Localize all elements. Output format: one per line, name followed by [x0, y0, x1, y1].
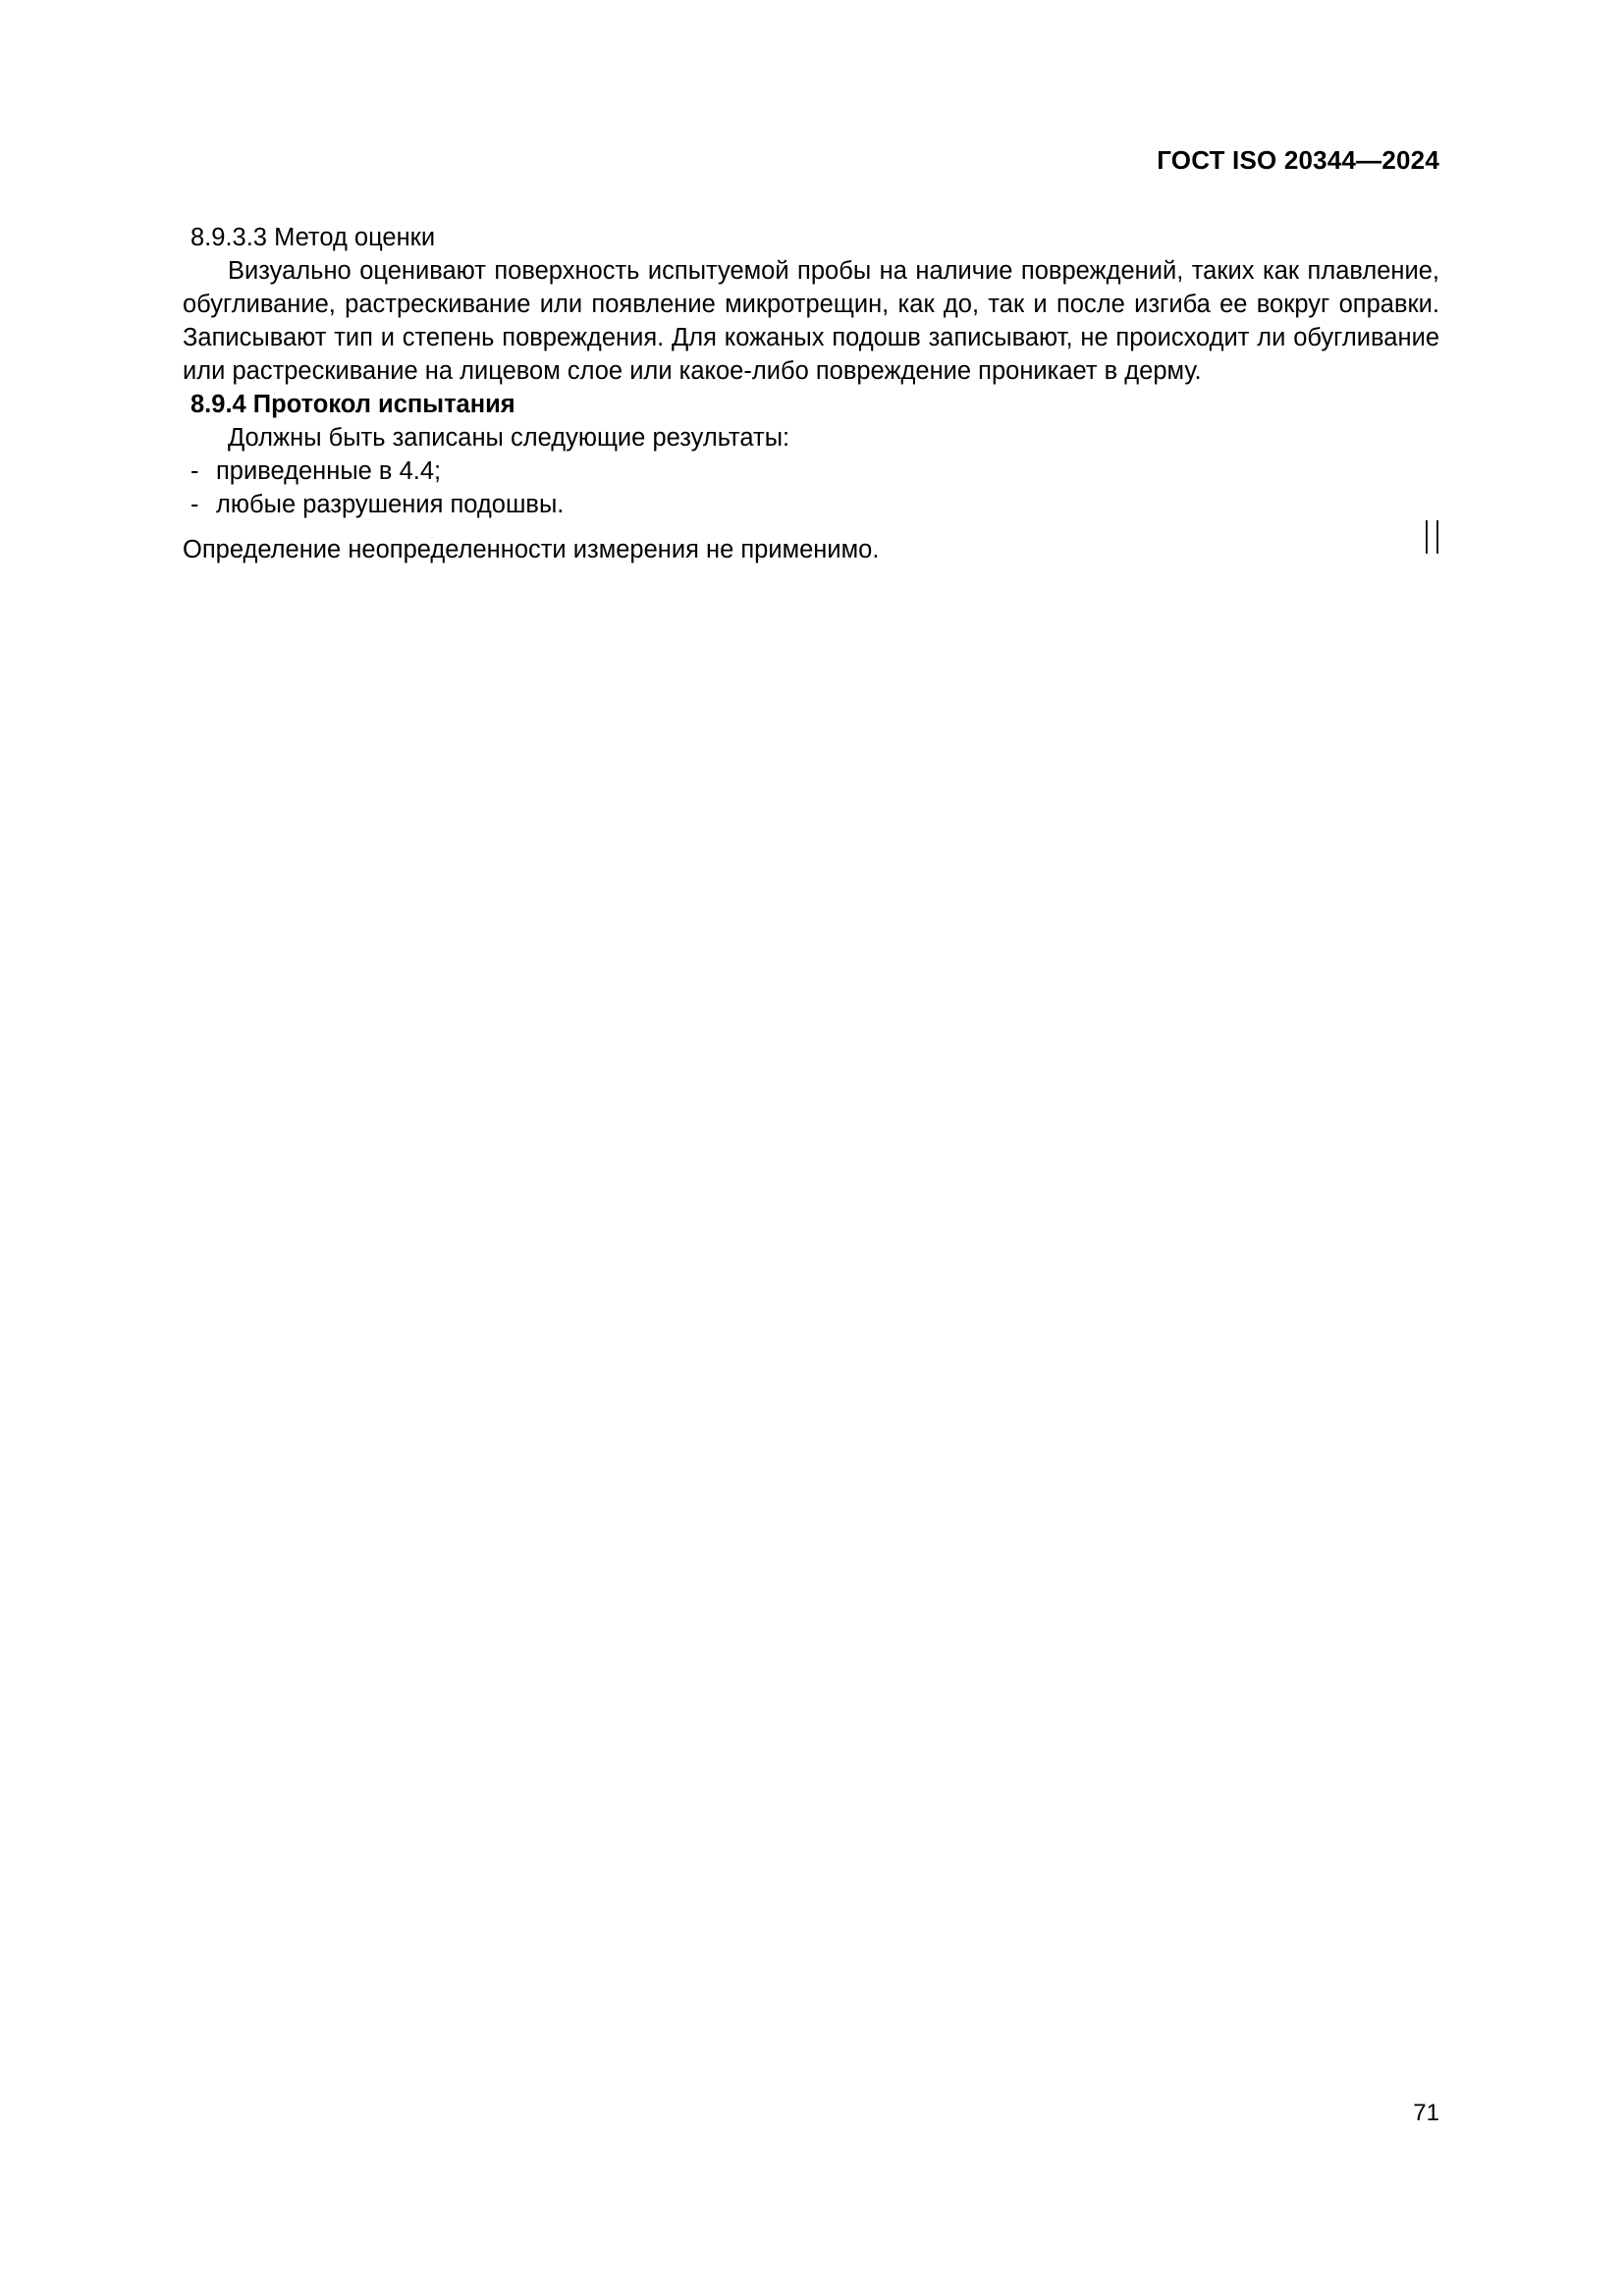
- closing-paragraph: Определение неопределенности измерения не применимо.: [183, 536, 880, 564]
- page-header-standard-title: ГОСТ ISO 20344—2024: [1157, 145, 1439, 175]
- page-content: [183, 221, 1439, 566]
- list-item-text: приведенные в 4.4;: [216, 457, 442, 486]
- dash-marker: -: [190, 457, 199, 486]
- revision-change-bar: [1426, 520, 1438, 554]
- page-number: 71: [1413, 2100, 1439, 2126]
- list-item: [183, 454, 1439, 488]
- list-item-text: любые разрушения подошвы.: [216, 491, 565, 519]
- clause-8-9-4-heading: 8.9.4 Протокол испытания: [190, 391, 515, 419]
- dash-marker: -: [190, 491, 199, 519]
- clause-8-9-3-3-heading: 8.9.3.3 Метод оценки: [190, 224, 436, 251]
- list-item: [183, 488, 1439, 521]
- clause-8-9-4-intro: Должны быть записаны следующие результаты:: [228, 424, 790, 453]
- clause-8-9-3-3-paragraph: Визуально оценивают поверхность испытуемой пробы на наличие повреждений, таких как плавление, обугливание, растрескивание или появление микротрещин, как до, так и после изгиба ее вокруг оправки. Записывают тип и степень повреждения. Для кожаных подошв записывают, не происходит ли обугливание или растрескивание на лицевом слое или какое-либо повреждение проникает в дерму.: [183, 257, 1439, 386]
